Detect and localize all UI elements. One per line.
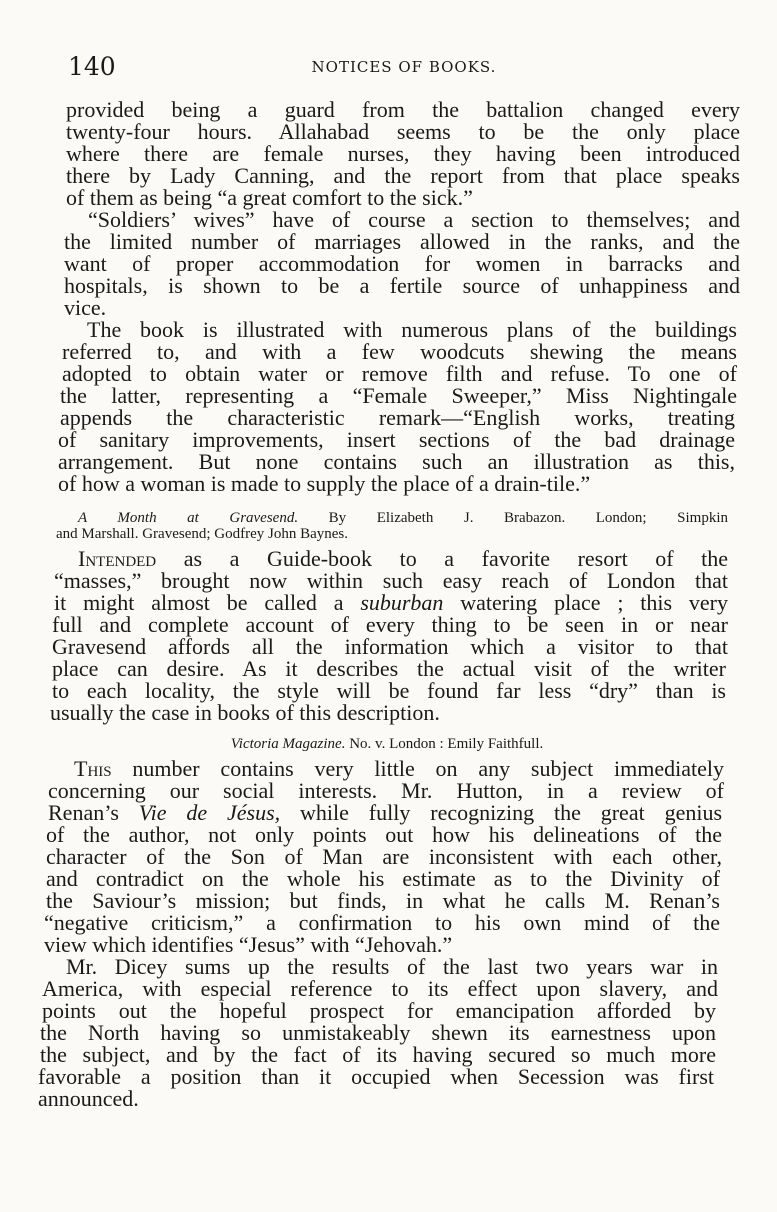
text-line: “Soldiers’ wives” have of course a section to themselves; and xyxy=(88,207,740,232)
text-line: This number contains very little on any subject immediately xyxy=(74,756,725,781)
text-line: of how a woman is made to supply the place of a drain-tile.” xyxy=(58,471,591,496)
book-title: A Month at Gravesend. xyxy=(78,510,299,526)
text-line: it might almost be called a suburban watering place ; this very xyxy=(54,590,728,615)
text-line: Intended as a Guide-book to a favorite resort of the xyxy=(78,546,729,571)
page-number: 140 xyxy=(68,52,116,81)
text-line: view which identifies “Jesus” with “Jehovah.” xyxy=(44,932,453,957)
text-line: arrangement. But none contains such an illustration as this, xyxy=(58,449,735,474)
book-citation: A Month at Gravesend. By Elizabeth J. Brabazon. London; Simpkin xyxy=(78,510,728,526)
text-line: referred to, and with a few woodcuts shewing the means xyxy=(62,339,737,364)
text-line: of sanitary improvements, insert sections of the bad drainage xyxy=(58,427,735,452)
text-line: of them as being “a great comfort to the sick.” xyxy=(66,185,473,210)
text-line: Renan’s Vie de Jésus, while fully recognizing the great genius xyxy=(48,800,723,825)
text-line: the limited number of marriages allowed in the ranks, and the xyxy=(64,229,740,254)
text-line: twenty-four hours. Allahabad seems to be the only place xyxy=(66,119,740,144)
text-line: Mr. Dicey sums up the results of the last two years war in xyxy=(66,954,718,979)
text-line: and contradict on the whole his estimate as to the Divinity of xyxy=(46,866,720,891)
text-line: announced. xyxy=(38,1086,139,1111)
text-line: vice. xyxy=(64,295,107,320)
text-line: of the author, not only points out how his delineations of the xyxy=(46,822,722,847)
text-line: concerning our social interests. Mr. Hutton, in a review of xyxy=(48,778,724,803)
text-line: want of proper accommodation for women in barracks and xyxy=(64,251,740,276)
text-line: “masses,” brought now within such easy reach of London that xyxy=(54,568,728,593)
book-citation-cont: and Marshall. Gravesend; Godfrey John Baynes. xyxy=(56,526,349,542)
text-line: provided being a guard from the battalion changed every xyxy=(66,97,740,122)
text-line: Gravesend affords all the information which a visitor to that xyxy=(52,634,728,659)
text-line: adopted to obtain water or remove filth and refuse. To one of xyxy=(62,361,737,386)
text-line: favorable a position than it occupied when Secession was first xyxy=(38,1064,714,1089)
text-line: full and complete account of every thing to be seen in or near xyxy=(52,612,728,637)
page-header xyxy=(68,52,740,82)
text-line: to each locality, the style will be found far less “dry” than is xyxy=(52,678,726,703)
text-line: there by Lady Canning, and the report from that place speaks xyxy=(66,163,740,188)
text-line: the North having so unmistakeably shewn its earnestness upon xyxy=(40,1020,716,1045)
running-head: NOTICES OF BOOKS. xyxy=(311,58,497,76)
text-line: the latter, representing a “Female Sweeper,” Miss Nightingale xyxy=(60,383,737,408)
text-line: character of the Son of Man are inconsistent with each other, xyxy=(46,844,722,869)
magazine-citation: Victoria Magazine. No. v. London : Emily Faithfull. xyxy=(230,736,544,752)
text-line: the subject, and by the fact of its having secured so much more xyxy=(40,1042,716,1067)
text-line: “negative criticism,” a confirmation to his own mind of the xyxy=(44,910,720,935)
text-line: usually the case in books of this description. xyxy=(50,700,440,725)
magazine-title: Victoria Magazine. xyxy=(230,736,346,752)
text-line: hospitals, is shown to be a fertile source of unhappiness and xyxy=(64,273,740,298)
text-line: points out the hopeful prospect for emancipation afforded by xyxy=(42,998,716,1023)
text-line: where there are female nurses, they having been introduced xyxy=(66,141,740,166)
text-line: the Saviour’s mission; but finds, in what he calls M. Renan’s xyxy=(46,888,720,913)
text-line: America, with especial reference to its effect upon slavery, and xyxy=(42,976,718,1001)
text-line: place can desire. As it describes the actual visit of the writer xyxy=(52,656,726,681)
text-line: The book is illustrated with numerous plans of the buildings xyxy=(87,317,737,342)
text-line: appends the characteristic remark—“English works, treating xyxy=(60,405,735,430)
